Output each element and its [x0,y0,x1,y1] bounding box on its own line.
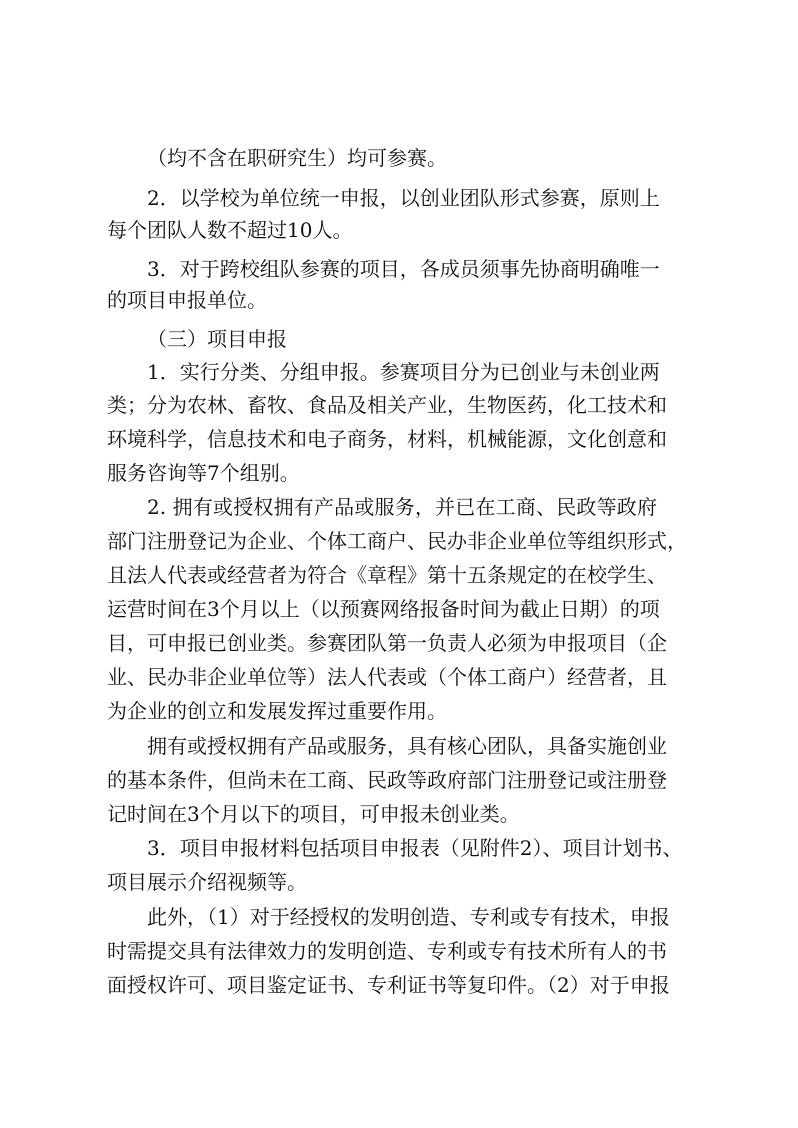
text-line-9: 环境科学，信息技术和电子商务，材料，机械能源，文化创意和 [107,427,667,451]
text-line-17: 为企业的创立和发展发挥过重要作用。 [107,699,447,723]
text-line-3: 每个团队人数不超过10人。 [107,218,353,242]
text-line-23: 此外，（1）对于经授权的发明创造、专利或专有技术，申报 [147,905,670,929]
text-line-7: 1．实行分类、分组申报。参赛项目分为已创业与未创业两 [147,360,660,384]
text-line-18: 拥有或授权拥有产品或服务，具有核心团队，具备实施创业 [147,734,667,758]
text-line-13: 且法人代表或经营者为符合《章程》第十五条规定的在校学生、 [107,563,667,587]
text-line-14: 运营时间在3个月以上（以预赛网络报备时间为截止日期）的项 [107,597,660,621]
section-heading: （三）项目申报 [147,327,287,351]
text-line-2: 2．以学校为单位统一申报，以创业团队形式参赛，原则上 [147,186,660,210]
text-line-16: 业、民办非企业单位等）法人代表或（个体工商户）经营者，且 [107,665,667,689]
text-line-12: 部门注册登记为企业、个体工商户、民办非企业单位等组织形式， [107,529,687,553]
text-line-11: 2. 拥有或授权拥有产品或服务，并已在工商、民政等政府 [147,495,657,519]
text-line-10: 服务咨询等7个组别。 [107,461,300,485]
text-line-1: （均不含在职研究生）均可参赛。 [147,146,447,170]
text-line-20: 记时间在3个月以下的项目，可申报未创业类。 [107,802,520,826]
text-line-4: 3．对于跨校组队参赛的项目，各成员须事先协商明确唯一 [147,257,660,281]
text-line-25: 面授权许可、项目鉴定证书、专利证书等复印件。（2）对于申报 [107,973,670,997]
text-line-19: 的基本条件，但尚未在工商、民政等政府部门注册登记或注册登 [107,768,667,792]
text-line-22: 项目展示介绍视频等。 [107,870,307,894]
text-line-8: 类；分为农林、畜牧、食品及相关产业，生物医药，化工技术和 [107,393,667,417]
text-line-5: 的项目申报单位。 [107,288,267,312]
text-line-21: 3．项目申报材料包括项目申报表（见附件2）、项目计划书、 [147,836,683,860]
text-line-15: 目，可申报已创业类。参赛团队第一负责人必须为申报项目（企 [107,631,667,655]
text-line-24: 时需提交具有法律效力的发明创造、专利或专有技术所有人的书 [107,939,667,963]
